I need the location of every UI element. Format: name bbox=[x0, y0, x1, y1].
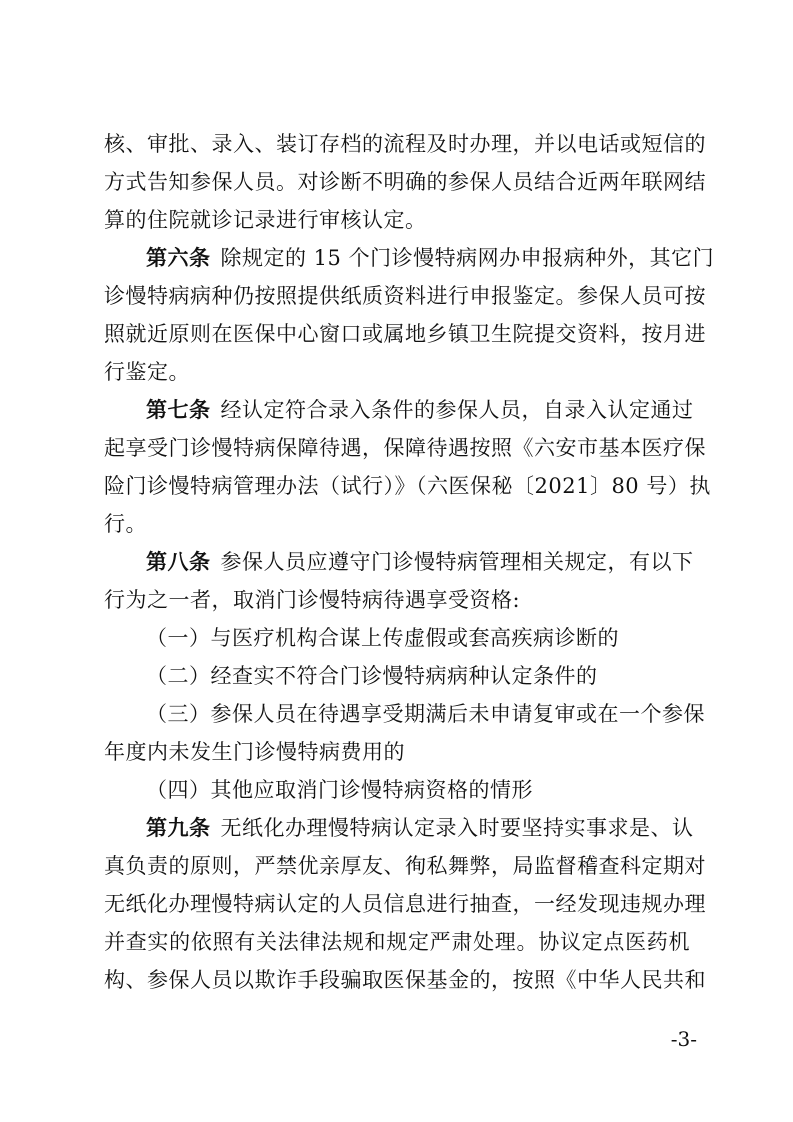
list-item: （一）与医疗机构合谋上传虚假或套高疾病诊断的 bbox=[146, 626, 619, 650]
text-span: 经认定符合录入条件的参保人员，自录入认定通过 bbox=[220, 398, 694, 422]
article-7-line bbox=[104, 391, 694, 429]
text-line: 起享受门诊慢特病保障待遇，保障待遇按照《六安市基本医疗保 bbox=[104, 436, 706, 460]
article-7-title: 第七条 bbox=[146, 397, 211, 422]
article-6-title: 第六条 bbox=[146, 245, 211, 270]
text-line: 行为之一者，取消门诊慢特病待遇享受资格: bbox=[104, 588, 521, 612]
article-8-title: 第八条 bbox=[146, 549, 211, 574]
list-item: （四）其他应取消门诊慢特病资格的情形 bbox=[146, 778, 533, 802]
text-line: 算的住院就诊记录进行审核认定。 bbox=[104, 208, 427, 232]
text-line: 险门诊慢特病管理办法（试行）》（六医保秘〔2021〕80 号）执 bbox=[104, 474, 711, 498]
list-item: （二）经查实不符合门诊慢特病病种认定条件的 bbox=[146, 664, 598, 688]
text-line: 无纸化办理慢特病认定的人员信息进行抽查，一经发现违规办理 bbox=[104, 892, 706, 916]
document-body bbox=[104, 125, 715, 999]
article-9-line bbox=[104, 809, 694, 847]
text-line: 行。 bbox=[104, 512, 147, 536]
article-6-line bbox=[104, 239, 715, 277]
text-span: 无纸化办理慢特病认定录入时要坚持实事求是、认 bbox=[220, 816, 694, 840]
article-8-line bbox=[104, 543, 694, 581]
text-line: 行鉴定。 bbox=[104, 360, 190, 384]
page-number: -3- bbox=[670, 1027, 697, 1051]
text-span: 除规定的 15 个门诊慢特病网办申报病种外，其它门 bbox=[220, 246, 715, 270]
text-line: 构、参保人员以欺诈手段骗取医保基金的，按照《中华人民共和 bbox=[104, 968, 706, 992]
text-line: 诊慢特病病种仍按照提供纸质资料进行申报鉴定。参保人员可按 bbox=[104, 284, 706, 308]
list-item: （三）参保人员在待遇享受期满后未申请复审或在一个参保 bbox=[146, 702, 705, 726]
text-line: 并查实的依照有关法律法规和规定严肃处理。协议定点医药机 bbox=[104, 930, 690, 954]
text-line: 真负责的原则，严禁优亲厚友、徇私舞弊，局监督稽查科定期对 bbox=[104, 854, 706, 878]
text-line: 照就近原则在医保中心窗口或属地乡镇卫生院提交资料，按月进 bbox=[104, 322, 706, 346]
text-line: 方式告知参保人员。对诊断不明确的参保人员结合近两年联网结 bbox=[104, 170, 706, 194]
text-line: 核、审批、录入、装订存档的流程及时办理，并以电话或短信的 bbox=[104, 132, 706, 156]
text-line: 年度内未发生门诊慢特病费用的 bbox=[104, 740, 405, 764]
text-span: 参保人员应遵守门诊慢特病管理相关规定，有以下 bbox=[220, 550, 694, 574]
article-9-title: 第九条 bbox=[146, 815, 211, 840]
